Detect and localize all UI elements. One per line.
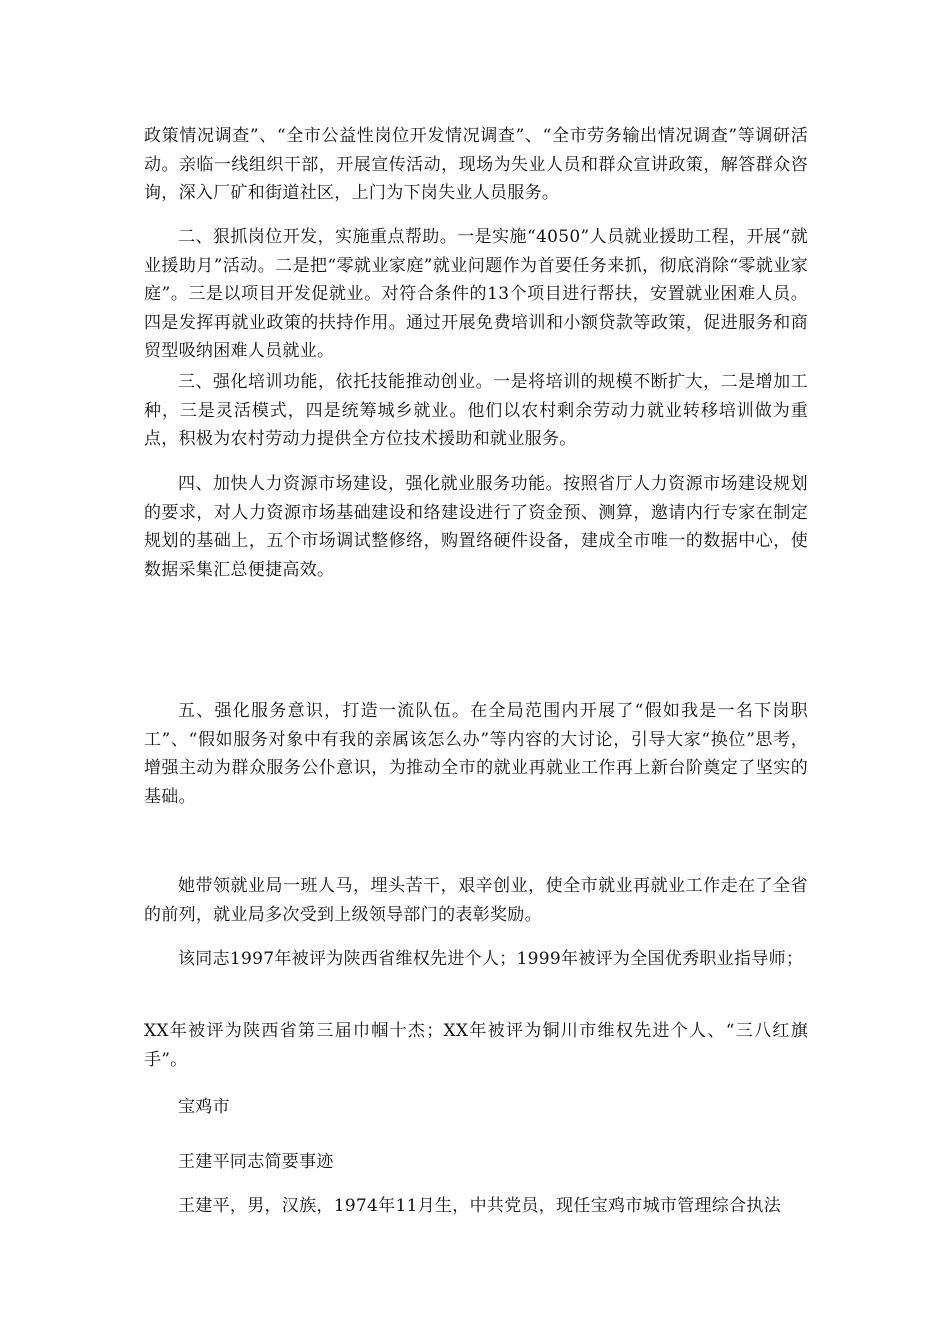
profile-title: 王建平同志简要事迹 <box>178 1152 334 1172</box>
paragraph-hr-market: 四、加快人力资源市场建设，强化就业服务功能。按照省厅人力资源市场建设规划的要求，对人力资源市场基础建设和络建设进行了资金预、测算，邀请内行专家在制定规划的基础上，五个市场调试整修络，购置络硬件设备，建成全市唯一的数据中心，使数据采集汇总便捷高效。 <box>144 474 808 580</box>
paragraph-awards-1997-1999: 该同志1997年被评为陕西省维权先进个人；1999年被评为全国优秀职业指导师； <box>178 949 804 969</box>
paragraph-awards-xx: XX年被评为陕西省第三届巾帼十杰；XX年被评为铜川市维权先进个人、“三八红旗手”。 <box>144 1021 808 1070</box>
paragraph-training-function: 三、强化培训功能，依托技能推动创业。一是将培训的规模不断扩大，二是增加工种，三是灵活模式，四是统筹城乡就业。他们以农村剩余劳动力就业转移培训做为重点，积极为农村劳动力提供全方位技术援助和就业服务。 <box>144 372 808 449</box>
city-heading: 宝鸡市 <box>178 1097 230 1117</box>
paragraph-job-development: 二、狠抓岗位开发，实施重点帮助。一是实施“4050”人员就业援助工程，开展“就业援助月”活动。二是把“零就业家庭”就业问题作为首要任务来抓，彻底消除“零就业家庭”。三是以项目开发促就业。对符合条件的13个项目进行帮扶，安置就业困难人员。四是发挥再就业政策的扶持作用。通过开展免费培训和小额贷款等政策，促进服务和商贸型吸纳困难人员就业。 <box>144 227 808 361</box>
paragraph-team-achievement: 她带领就业局一班人马，埋头苦干，艰辛创业，使全市就业再就业工作走在了全省的前列，就业局多次受到上级领导部门的表彰奖励。 <box>144 876 808 925</box>
paragraph-research-activities: 政策情况调查”、“全市公益性岗位开发情况调查”、“全市劳务输出情况调查”等调研活动。亲临一线组织干部，开展宣传活动，现场为失业人员和群众宣讲政策，解答群众咨询，深入厂矿和街道社区，上门为下岗失业人员服务。 <box>144 126 808 203</box>
paragraph-service-awareness: 五、强化服务意识，打造一流队伍。在全局范围内开展了“假如我是一名下岗职工”、“假如服务对象中有我的亲属该怎么办”等内容的大讨论，引导大家“换位”思考，增强主动为群众服务公仆意识，为推动全市的就业再就业工作再上新台阶奠定了坚实的基础。 <box>144 701 808 807</box>
profile-intro: 王建平，男，汉族，1974年11月生，中共党员，现任宝鸡市城市管理综合执法 <box>178 1196 781 1216</box>
